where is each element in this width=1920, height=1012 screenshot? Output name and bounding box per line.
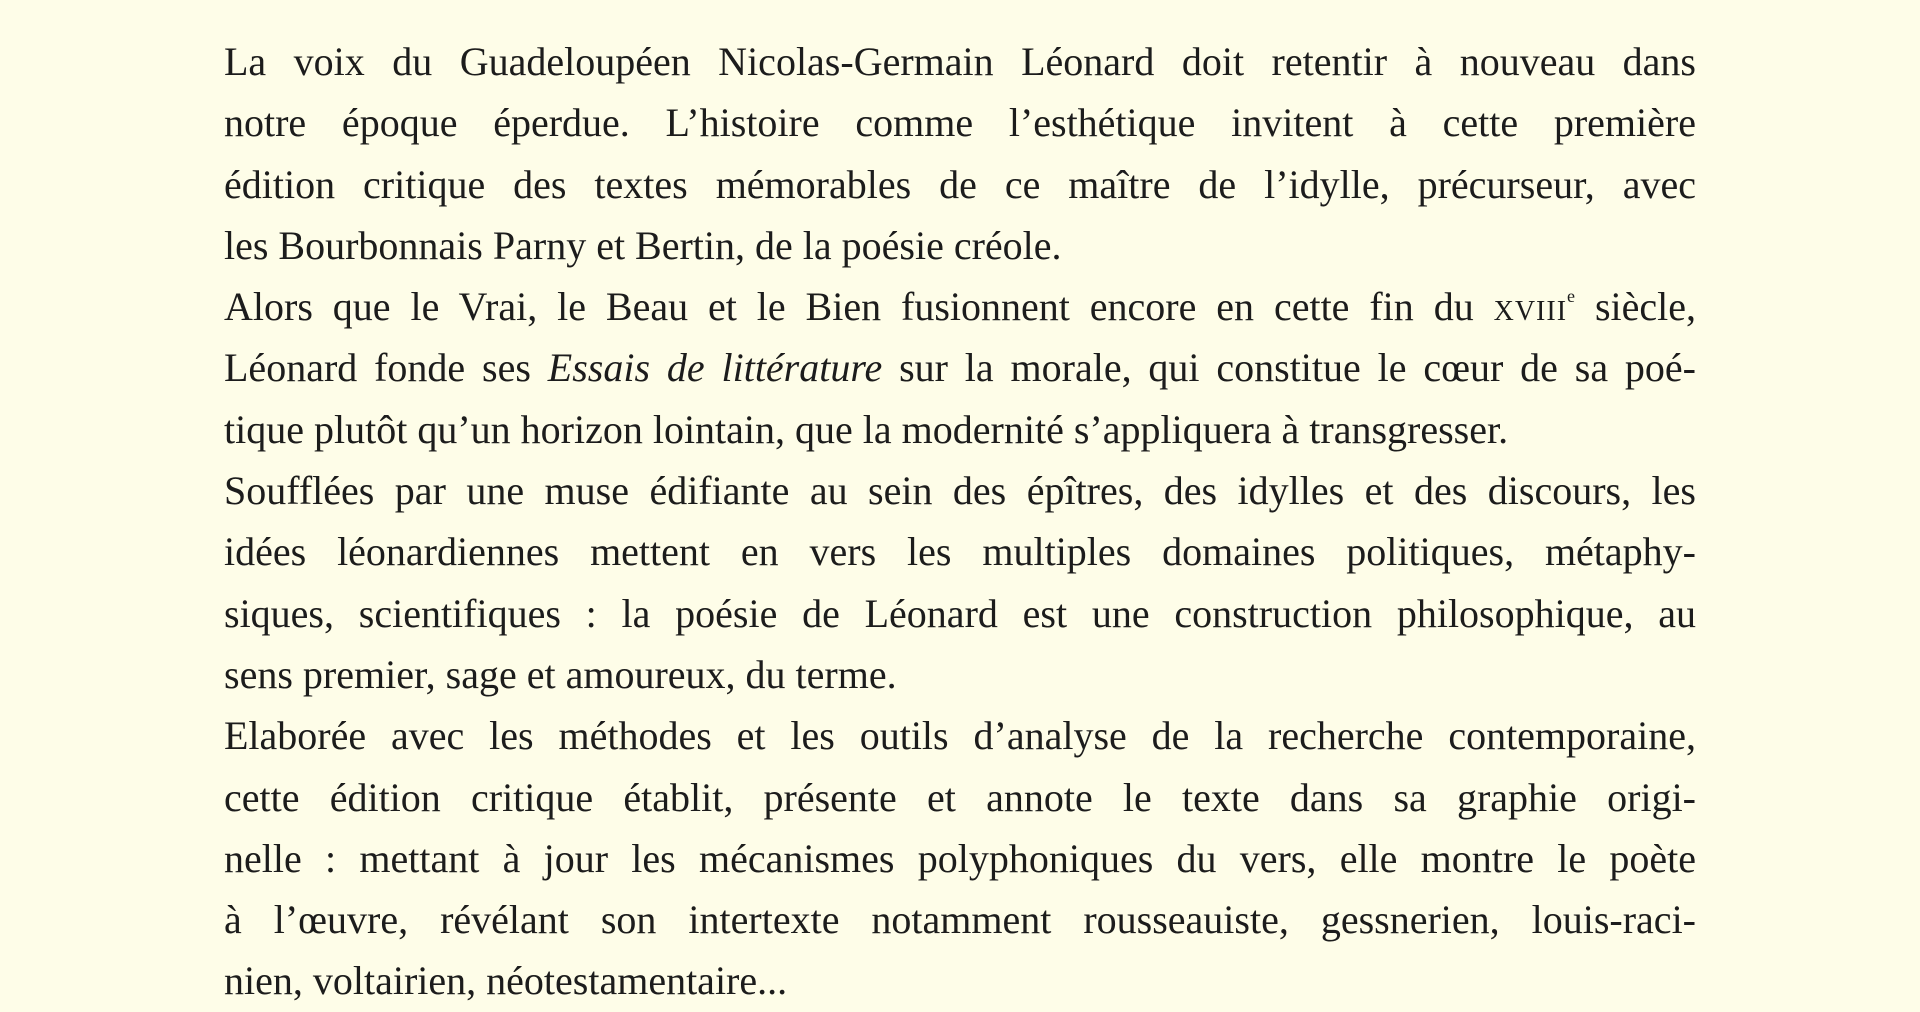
paragraph-poetics xyxy=(224,276,1696,460)
text-line: nelle : mettant à jour les mécanismes polyphoniques du vers, elle montre le poète xyxy=(224,835,1696,881)
text-fragment: siècle, xyxy=(1594,284,1697,330)
text-line: siques, scientifiques : la poésie de Léonard est une construction philosophique, au xyxy=(224,590,1696,636)
book-title: Essais de littérature xyxy=(547,345,883,391)
text-line: notre époque éperdue. L’histoire comme l’esthétique invitent à cette première xyxy=(224,100,1696,146)
paragraph-ideas xyxy=(224,460,1696,705)
text-line: idées léonardiennes mettent en vers les multiples domaines politiques, métaphy- xyxy=(224,529,1696,575)
text-line: cette édition critique établit, présente et annote le texte dans sa graphie origi- xyxy=(224,774,1696,820)
text-line: Elaborée avec les méthodes et les outils d’analyse de la recherche contemporaine, xyxy=(224,713,1696,759)
text-line: les Bourbonnais Parny et Bertin, de la poésie créole. xyxy=(224,222,1062,268)
century-superscript: e xyxy=(1567,286,1576,307)
text-line: édition critique des textes mémorables de ce maître de l’idylle, précurseur, avec xyxy=(224,161,1696,207)
text-line: sens premier, sage et amoureux, du terme. xyxy=(224,651,897,697)
text-fragment: sur la morale, qui constitue le cœur de sa poé- xyxy=(899,345,1697,391)
text-line: tique plutôt qu’un horizon lointain, que la modernité s’appliquera à transgresser. xyxy=(224,406,1509,452)
century-numeral: xviii xyxy=(1493,284,1568,330)
paragraph-intro xyxy=(224,31,1696,276)
text-line xyxy=(224,276,1696,337)
text-fragment: Alors que le Vrai, le Beau et le Bien fusionnent encore en cette fin du xyxy=(224,284,1474,330)
body-text xyxy=(224,31,1696,1012)
text-line: nien, voltairien, néotestamentaire... xyxy=(224,958,788,1004)
text-line: Soufflées par une muse édifiante au sein des épîtres, des idylles et des discours, les xyxy=(224,468,1696,514)
text-fragment: Léonard fonde ses xyxy=(224,345,531,391)
paragraph-edition xyxy=(224,705,1696,1011)
text-line xyxy=(224,337,1696,398)
text-line: La voix du Guadeloupéen Nicolas-Germain Léonard doit retentir à nouveau dans xyxy=(224,39,1696,84)
text-line: à l’œuvre, révélant son intertexte notamment rousseauiste, gessnerien, louis-raci- xyxy=(224,897,1696,943)
